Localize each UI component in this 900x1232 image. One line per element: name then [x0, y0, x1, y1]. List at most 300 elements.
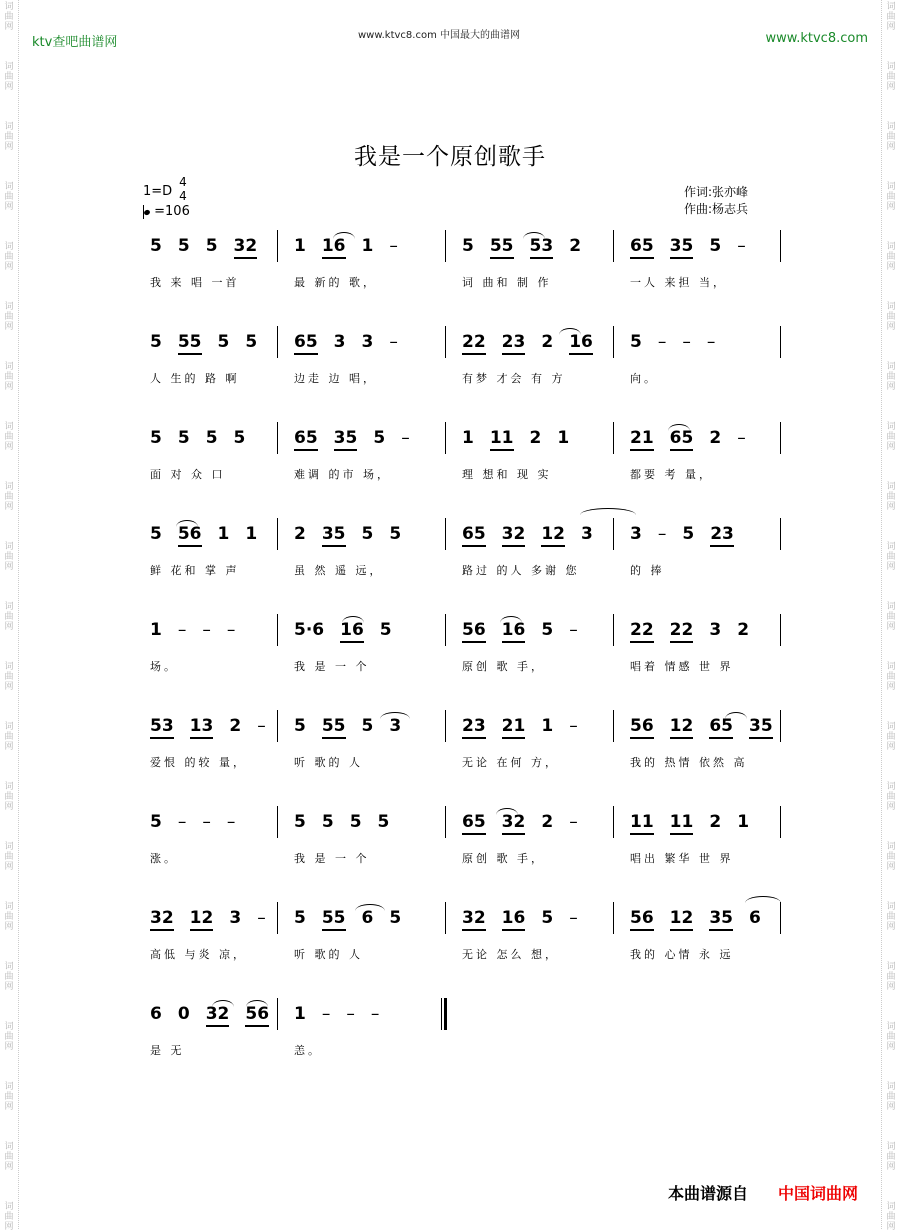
- note: 5·6: [294, 620, 325, 640]
- note: 13: [189, 716, 214, 736]
- song-title: 我是一个原创歌手: [354, 144, 546, 170]
- note: 1: [217, 524, 230, 544]
- note: 65: [462, 524, 486, 544]
- bar-line: [445, 806, 446, 838]
- score-row: [0, 902, 900, 1002]
- measure-lyrics: 虽 然 遥 远，: [294, 564, 384, 577]
- note: 5: [541, 908, 554, 928]
- measure-lyrics: 一人 来担 当，: [630, 276, 727, 289]
- bar-line: [780, 518, 781, 550]
- note: 1: [557, 428, 570, 448]
- composer-credit: 作曲:杨志兵: [684, 202, 749, 216]
- note: 2: [541, 812, 554, 832]
- bar-line: [445, 518, 446, 550]
- watermark-text: 词 曲 网: [886, 542, 896, 572]
- measure-notes: [630, 907, 777, 929]
- measure-lyrics: 听 歌的 人: [294, 948, 363, 961]
- measure-notes: [462, 715, 594, 737]
- measure-notes: [294, 811, 405, 833]
- measure-notes: [150, 523, 273, 545]
- note: 22: [669, 620, 694, 640]
- measure-notes: [630, 427, 762, 449]
- watermark-text: 词 曲 网: [886, 962, 896, 992]
- measure-notes: [462, 523, 609, 545]
- note: 3: [389, 716, 402, 736]
- header-url: www.ktvc8.com: [765, 31, 868, 46]
- note: 32: [205, 1004, 230, 1024]
- note-dash: –: [202, 812, 211, 832]
- slur: [496, 808, 518, 815]
- measure-lyrics: 面 对 众 口: [150, 468, 226, 481]
- note: 5: [150, 428, 162, 448]
- note: 65: [294, 428, 318, 448]
- note: 65: [669, 428, 694, 448]
- measure-lyrics: 难调 的市 场，: [294, 468, 391, 481]
- watermark-text: 词 曲 网: [4, 722, 14, 752]
- note: 16: [501, 620, 526, 640]
- watermark-text: 词 曲 网: [4, 962, 14, 992]
- watermark-text: 词 曲 网: [4, 542, 14, 572]
- note: 35: [709, 908, 734, 928]
- measure-lyrics: 边走 边 唱，: [294, 372, 377, 385]
- note: 6: [361, 908, 374, 928]
- note-dash: –: [657, 524, 667, 544]
- header-slogan: www.ktvc8.com 中国最大的曲谱网: [358, 30, 521, 41]
- bar-line: [780, 902, 781, 934]
- end-bar-thick: [444, 998, 447, 1030]
- measure-notes: [150, 331, 273, 353]
- tempo-value: =106: [154, 204, 190, 219]
- note: 5: [205, 236, 218, 256]
- note: 16: [569, 332, 593, 352]
- bar-line: [613, 614, 614, 646]
- measure-notes: [630, 235, 762, 257]
- quarter-note-icon: [144, 204, 150, 219]
- watermark-text: 词 曲 网: [4, 302, 14, 332]
- bar-line: [277, 902, 278, 934]
- measure-notes: [150, 907, 282, 929]
- watermark-text: 词 曲 网: [886, 782, 896, 812]
- note: 5: [389, 908, 402, 928]
- watermark-text: 词 曲 网: [886, 362, 896, 392]
- note-dash: –: [346, 1004, 355, 1024]
- score-row: [0, 326, 900, 426]
- note: 35: [321, 524, 346, 544]
- note: 5: [321, 812, 334, 832]
- note-dash: –: [226, 620, 236, 640]
- score-row: [0, 998, 900, 1098]
- note: 3: [333, 332, 346, 352]
- note: 3: [630, 524, 642, 544]
- note: 5: [217, 332, 230, 352]
- watermark-text: 词 曲 网: [4, 62, 14, 92]
- note: 65: [709, 716, 734, 736]
- note: 22: [630, 620, 654, 640]
- note: 5: [294, 908, 306, 928]
- bar-line: [613, 230, 614, 262]
- measure-lyrics: 我 是 一 个: [294, 660, 370, 673]
- note: 16: [501, 908, 526, 928]
- note: 32: [233, 236, 258, 256]
- bar-line: [277, 422, 278, 454]
- bar-line: [780, 422, 781, 454]
- note-dash: –: [321, 1004, 331, 1024]
- measure-lyrics: 最 新的 歌，: [294, 276, 377, 289]
- note: 5: [294, 812, 306, 832]
- watermark-text: 词 曲 网: [4, 1202, 14, 1232]
- measure-lyrics: 词 曲和 制 作: [462, 276, 552, 289]
- slur: [355, 904, 385, 911]
- measure-notes: [294, 523, 417, 545]
- bar-line: [780, 326, 781, 358]
- note-dash: –: [389, 236, 398, 256]
- note: 16: [340, 620, 364, 640]
- bar-line: [613, 422, 614, 454]
- note: 65: [294, 332, 318, 352]
- note: 5: [177, 236, 190, 256]
- note: 5: [462, 236, 474, 256]
- score-row: [0, 230, 900, 330]
- note: 5: [294, 716, 306, 736]
- note: 53: [529, 236, 554, 256]
- slur: [246, 1000, 268, 1007]
- note: 55: [321, 908, 346, 928]
- measure-lyrics: 是 无: [150, 1044, 185, 1057]
- measure-lyrics: 涨。: [150, 852, 178, 865]
- note: 5: [682, 524, 695, 544]
- note: 5: [150, 236, 162, 256]
- bar-line: [445, 422, 446, 454]
- measure-lyrics: 我 是 一 个: [294, 852, 370, 865]
- watermark-text: 词 曲 网: [886, 62, 896, 92]
- note: 32: [501, 524, 526, 544]
- watermark-text: 词 曲 网: [4, 182, 14, 212]
- note: 5: [349, 812, 362, 832]
- bar-line: [780, 614, 781, 646]
- note: 2: [529, 428, 542, 448]
- measure-notes: [462, 331, 609, 353]
- measure-lyrics: 的 捧: [630, 564, 665, 577]
- time-signature-bottom: 4: [179, 189, 187, 203]
- note: 11: [489, 428, 514, 448]
- bar-line: [613, 518, 614, 550]
- note: 35: [669, 236, 694, 256]
- footer-source-site: 中国词曲网: [778, 1184, 859, 1203]
- note: 55: [321, 716, 346, 736]
- note: 32: [150, 908, 174, 928]
- measure-lyrics: 人 生的 路 啊: [150, 372, 240, 385]
- note-dash: –: [177, 812, 187, 832]
- note: 12: [669, 716, 694, 736]
- measure-lyrics: 都要 考 量，: [630, 468, 713, 481]
- time-signature-top: 4: [179, 175, 187, 189]
- note: 56: [630, 716, 654, 736]
- note: 35: [333, 428, 358, 448]
- bar-line: [445, 326, 446, 358]
- note: 5: [541, 620, 554, 640]
- note: 3: [709, 620, 722, 640]
- note: 65: [630, 236, 654, 256]
- note: 21: [501, 716, 526, 736]
- score-row: [0, 518, 900, 618]
- note: 3: [229, 908, 242, 928]
- bar-line: [277, 710, 278, 742]
- note: 5: [205, 428, 218, 448]
- note: 56: [177, 524, 202, 544]
- measure-notes: [294, 331, 414, 353]
- bar-line: [277, 326, 278, 358]
- bar-line: [780, 710, 781, 742]
- slur: [380, 712, 410, 719]
- note: 1: [541, 716, 554, 736]
- note: 5: [373, 428, 386, 448]
- watermark-text: 词 曲 网: [886, 842, 896, 872]
- note-dash: –: [569, 716, 578, 736]
- watermark-text: 词 曲 网: [4, 422, 14, 452]
- measure-notes: [150, 235, 273, 257]
- measure-notes: [462, 619, 594, 641]
- bar-line: [613, 326, 614, 358]
- note: 23: [710, 524, 734, 544]
- watermark-text: 词 曲 网: [4, 662, 14, 692]
- slur: [212, 1000, 234, 1007]
- lyricist-credit: 作词:张亦峰: [684, 185, 749, 199]
- note: 3: [361, 332, 374, 352]
- watermark-text: 词 曲 网: [886, 902, 896, 932]
- watermark-text: 词 曲 网: [4, 602, 14, 632]
- note-dash: –: [177, 620, 187, 640]
- note: 1: [294, 1004, 306, 1024]
- note: 3: [581, 524, 593, 544]
- score-row: [0, 806, 900, 906]
- note-dash: –: [569, 908, 578, 928]
- watermark-text: 词 曲 网: [4, 1142, 14, 1172]
- note-dash: –: [737, 428, 746, 448]
- watermark-text: 词 曲 网: [4, 362, 14, 392]
- header-site-name: ktv查吧曲谱网: [32, 35, 118, 50]
- watermark-text: 词 曲 网: [886, 1022, 896, 1052]
- measure-lyrics: 无论 怎么 想，: [462, 948, 559, 961]
- measure-notes: [150, 811, 251, 833]
- note: 0: [177, 1004, 190, 1024]
- note-dash: –: [682, 332, 691, 352]
- note-dash: –: [657, 332, 667, 352]
- slur: [523, 232, 545, 239]
- measure-lyrics: 恙。: [294, 1044, 322, 1057]
- note: 2: [541, 332, 554, 352]
- note: 5: [150, 332, 162, 352]
- note: 5: [233, 428, 246, 448]
- watermark-text: 词 曲 网: [886, 122, 896, 152]
- note: 23: [501, 332, 526, 352]
- note: 1: [294, 236, 306, 256]
- bar-line: [780, 806, 781, 838]
- note: 5: [150, 524, 162, 544]
- note-dash: –: [226, 812, 236, 832]
- watermark-text: 词 曲 网: [886, 482, 896, 512]
- measure-notes: [462, 427, 585, 449]
- watermark-text: 词 曲 网: [4, 1082, 14, 1112]
- note: 1: [361, 236, 374, 256]
- watermark-text: 词 曲 网: [4, 1022, 14, 1052]
- measure-lyrics: 高低 与炎 凉，: [150, 948, 247, 961]
- note: 5: [377, 812, 390, 832]
- measure-notes: [462, 811, 594, 833]
- note: 56: [462, 620, 486, 640]
- note: 12: [669, 908, 694, 928]
- note: 1: [150, 620, 162, 640]
- note: 2: [737, 620, 750, 640]
- measure-notes: [462, 907, 594, 929]
- note: 2: [709, 428, 722, 448]
- note-dash: –: [569, 620, 578, 640]
- watermark-text: 词 曲 网: [4, 122, 14, 152]
- measure-lyrics: 唱着 情感 世 界: [630, 660, 734, 673]
- note: 32: [462, 908, 486, 928]
- note: 12: [189, 908, 214, 928]
- note: 12: [541, 524, 566, 544]
- note: 1: [245, 524, 258, 544]
- watermark-text: 词 曲 网: [886, 722, 896, 752]
- measure-lyrics: 无论 在何 方，: [462, 756, 559, 769]
- note: 5: [709, 236, 722, 256]
- bar-line: [613, 710, 614, 742]
- slur: [342, 616, 364, 623]
- slur: [745, 896, 781, 903]
- watermark-text: 词 曲 网: [886, 662, 896, 692]
- measure-lyrics: 路过 的人 多谢 您: [462, 564, 580, 577]
- measure-lyrics: 有梦 才会 有 方: [462, 372, 566, 385]
- bar-line: [277, 518, 278, 550]
- note: 2: [294, 524, 306, 544]
- measure-notes: [630, 811, 765, 833]
- note: 5: [389, 524, 402, 544]
- bar-line: [613, 902, 614, 934]
- bar-line: [445, 902, 446, 934]
- measure-lyrics: 向。: [630, 372, 658, 385]
- note: 1: [737, 812, 750, 832]
- measure-notes: [150, 715, 282, 737]
- note-dash: –: [370, 1004, 380, 1024]
- note-dash: –: [706, 332, 716, 352]
- watermark-text: 词 曲 网: [4, 902, 14, 932]
- note: 11: [669, 812, 694, 832]
- note: 5: [361, 524, 374, 544]
- note: 2: [569, 236, 582, 256]
- bar-line: [780, 230, 781, 262]
- measure-lyrics: 听 歌的 人: [294, 756, 363, 769]
- bar-line: [613, 806, 614, 838]
- end-bar-thin: [441, 998, 442, 1030]
- slur: [725, 712, 747, 719]
- measure-lyrics: 场。: [150, 660, 178, 673]
- note: 6: [150, 1004, 162, 1024]
- note-dash: –: [202, 620, 211, 640]
- slur: [500, 616, 522, 623]
- bar-line: [445, 230, 446, 262]
- note: 5: [150, 812, 162, 832]
- measure-lyrics: 原创 歌 手，: [462, 852, 545, 865]
- slur: [176, 520, 198, 527]
- note-dash: –: [389, 332, 398, 352]
- note: 5: [379, 620, 392, 640]
- note: 56: [630, 908, 654, 928]
- measure-notes: [294, 427, 426, 449]
- watermark-text: 词 曲 网: [4, 842, 14, 872]
- key-signature: 1=D: [143, 184, 173, 199]
- measure-notes: [150, 427, 261, 449]
- slur: [580, 508, 636, 515]
- note: 53: [150, 716, 174, 736]
- measure-lyrics: 唱出 繁华 世 界: [630, 852, 734, 865]
- note: 1: [462, 428, 474, 448]
- score-row: [0, 710, 900, 810]
- watermark-text: 词 曲 网: [886, 2, 896, 32]
- note: 23: [462, 716, 486, 736]
- note: 5: [361, 716, 374, 736]
- watermark-text: 词 曲 网: [886, 182, 896, 212]
- measure-lyrics: 我 来 唱 一首: [150, 276, 240, 289]
- watermark-text: 词 曲 网: [886, 1082, 896, 1112]
- slur: [333, 232, 355, 239]
- note: 55: [177, 332, 202, 352]
- note: 16: [321, 236, 346, 256]
- note: 32: [501, 812, 526, 832]
- note: 11: [630, 812, 654, 832]
- watermark-text: 词 曲 网: [4, 482, 14, 512]
- note: 55: [489, 236, 514, 256]
- note-dash: –: [257, 716, 266, 736]
- bar-line: [277, 614, 278, 646]
- measure-notes: [630, 619, 765, 641]
- watermark-text: 词 曲 网: [886, 1202, 896, 1232]
- time-signature: [178, 175, 188, 203]
- score-row: [0, 614, 900, 714]
- note: 65: [462, 812, 486, 832]
- watermark-text: 词 曲 网: [886, 602, 896, 632]
- measure-lyrics: 理 想和 现 实: [462, 468, 552, 481]
- score-row: [0, 422, 900, 522]
- bar-line: [277, 806, 278, 838]
- watermark-text: 词 曲 网: [886, 1142, 896, 1172]
- bar-line: [277, 230, 278, 262]
- note: 22: [462, 332, 486, 352]
- bar-line: [445, 614, 446, 646]
- footer-source-label: 本曲谱源自: [668, 1184, 749, 1203]
- measure-notes: [150, 619, 251, 641]
- note: 5: [245, 332, 258, 352]
- note: 5: [630, 332, 642, 352]
- note: 6: [749, 908, 761, 928]
- measure-notes: [294, 1003, 395, 1025]
- watermark-text: 词 曲 网: [4, 242, 14, 272]
- measure-notes: [630, 715, 789, 737]
- measure-notes: [630, 523, 750, 545]
- measure-lyrics: 我的 心情 永 远: [630, 948, 734, 961]
- note: 56: [245, 1004, 270, 1024]
- note: 2: [229, 716, 242, 736]
- note-dash: –: [737, 236, 746, 256]
- measure-notes: [630, 331, 731, 353]
- tempo-marking: [144, 204, 190, 219]
- note-dash: –: [257, 908, 266, 928]
- note: 35: [749, 716, 773, 736]
- measure-lyrics: 原创 歌 手，: [462, 660, 545, 673]
- bar-line: [277, 998, 278, 1030]
- note-dash: –: [569, 812, 578, 832]
- measure-lyrics: 鲜 花和 掌 声: [150, 564, 240, 577]
- slur: [668, 424, 690, 431]
